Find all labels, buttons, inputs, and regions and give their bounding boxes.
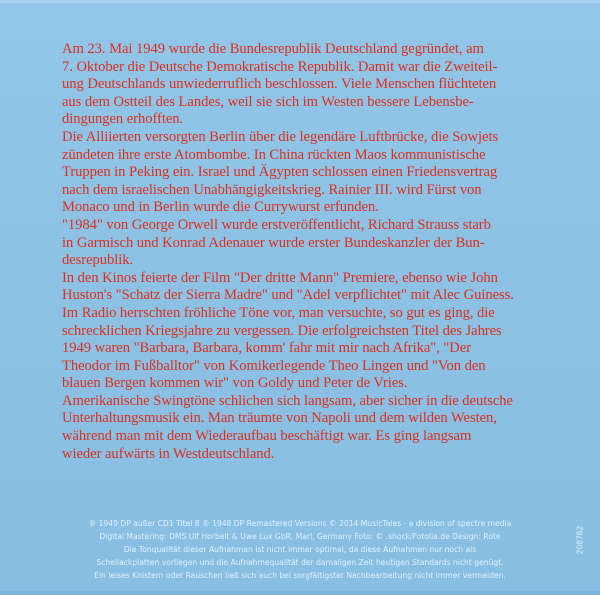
text-line: 7. Oktober die Deutsche Demokratische Republik. Damit war die Zweiteil- (62, 58, 498, 75)
text-line: Truppen in Peking ein. Israel und Ägypten schlossen einen Friedensvertrag (62, 164, 498, 181)
catalog-number-label: 208762 (575, 525, 585, 555)
paragraph-swing (62, 393, 554, 463)
paragraph-cinema (62, 270, 554, 305)
text-line: Am 23. Mai 1949 wurde die Bundesrepublik Deutschland gegründet, am (62, 41, 484, 57)
text-line: Die Alliierten versorgten Berlin über die legendäre Luftbrücke, die Sowjets (62, 128, 499, 145)
text-line: dingungen erhofften. (62, 111, 184, 128)
text-line: "1984" von George Orwell wurde erstveröffentlicht, Richard Strauss starb (62, 216, 491, 233)
text-line: aus dem Ostteil des Landes, weil sie sich im Westen bessere Lebensbe- (62, 93, 474, 110)
text-line: ung Deutschlands unwiederruflich beschlossen. Viele Menschen flüchteten (62, 76, 497, 93)
history-text-block (62, 41, 554, 463)
text-line: in Garmisch und Konrad Adenauer wurde erster Bundeskanzler der Bun- (62, 234, 485, 251)
text-line: Amerikanische Swingtöne schlichen sich langsam, aber sicher in die deutsche (62, 392, 513, 409)
paragraph-radio (62, 305, 554, 393)
page-top-edge (0, 0, 600, 3)
catalog-number (573, 510, 587, 570)
quality-note-line: Schellackplatten vorliegen und die Aufnahmequalität der damaligen Zeit heutigen Standards nicht genügt. (96, 558, 504, 567)
text-line: Theodor im Fußballtor" von Komikerlegende Theo Lingen und "Von den (62, 357, 486, 374)
mastering-credit-line: Digital Mastering: DMS Ulf Horbelt & Uwe Lux GbR, Marl, Germany Foto: © .shock/Fotolia.de Design: Rote (99, 532, 501, 541)
text-line: Huston's "Schatz der Sierra Madre" und "Adel verpflichtet" mit Alec Guiness. (62, 287, 514, 304)
copyright-line: ® 1949 DP außer CD1 Titel 8 ® 1948 DP Remastered Versions © 2014 MusicTales - a division of spectre media (88, 519, 512, 528)
quality-note-line: Die Tonqualität dieser Aufnahmen ist nicht immer optimal, da diese Aufnahmen nur noch als (123, 545, 477, 554)
paragraph-world-events (62, 129, 554, 217)
page-bottom-edge (0, 591, 600, 595)
text-line: nach dem israelischen Unabhängigkeitskrieg. Rainier III. wird Fürst von (62, 181, 482, 198)
text-line: Im Radio herrschten fröhliche Töne vor, man versuchte, so gut es ging, die (62, 304, 495, 321)
text-line: zündeten ihre erste Atombombe. In China rückten Maos kommunistische (62, 146, 486, 163)
paragraph-culture (62, 217, 554, 270)
quality-note-line: Ein leises Knistern oder Rauschen ließ sich auch bei sorgfältigster Nachbearbeitung nicht immer vermeiden. (94, 571, 506, 580)
text-line: desrepublik. (62, 252, 134, 269)
text-line: wieder aufwärts in Westdeutschland. (62, 445, 275, 462)
text-line: Monaco und in Berlin wurde die Currywurst erfunden. (62, 199, 379, 216)
text-line: Unterhaltungsmusik ein. Man träumte von Napoli und dem wilden Westen, (62, 410, 497, 427)
paragraph-founding (62, 41, 554, 129)
credits-block (0, 517, 600, 582)
text-line: schrecklichen Kriegsjahre zu vergessen. Die erfolgreichsten Titel des Jahres (62, 322, 502, 339)
text-line: In den Kinos feierte der Film "Der dritte Mann" Premiere, ebenso wie John (62, 269, 498, 286)
text-line: 1949 waren "Barbara, Barbara, komm' fahr mit mir nach Afrika", "Der (62, 340, 472, 357)
text-line: blauen Bergen kommen wir" von Goldy und Peter de Vries. (62, 375, 408, 392)
text-line: während man mit dem Wiederaufbau beschäftigt war. Es ging langsam (62, 428, 472, 445)
